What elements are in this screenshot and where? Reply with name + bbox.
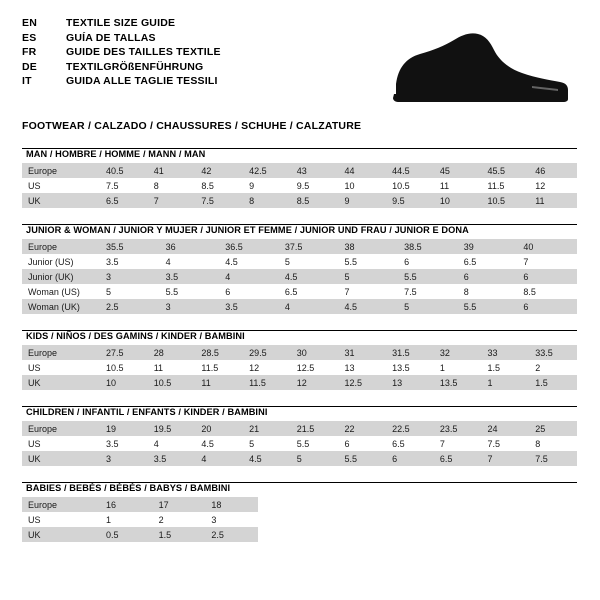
size-cell: 8.5 xyxy=(195,178,243,193)
size-cell: 3.5 xyxy=(100,436,148,451)
table-row xyxy=(22,239,577,254)
size-cell: 22.5 xyxy=(386,421,434,436)
size-cell: 10 xyxy=(100,375,148,390)
size-tables xyxy=(22,148,578,542)
language-titles xyxy=(22,16,221,89)
size-cell: 19 xyxy=(100,421,148,436)
size-cell: 5 xyxy=(291,451,339,466)
size-cell: 21 xyxy=(243,421,291,436)
row-label: Europe xyxy=(22,497,100,512)
size-cell: 7 xyxy=(517,254,577,269)
size-cell: 28.5 xyxy=(195,345,243,360)
size-cell: 3 xyxy=(160,299,220,314)
size-cell: 3.5 xyxy=(219,299,279,314)
row-label: Europe xyxy=(22,163,100,178)
size-cell: 7 xyxy=(482,451,530,466)
size-cell: 5.5 xyxy=(398,269,458,284)
table-row xyxy=(22,345,577,360)
size-cell: 6 xyxy=(517,269,577,284)
size-cell: 4 xyxy=(148,436,196,451)
table-row xyxy=(22,163,577,178)
group-heading: CHILDREN / INFANTIL / ENFANTS / KINDER / BAMBINI xyxy=(26,407,268,417)
table-row xyxy=(22,451,577,466)
size-cell: 1 xyxy=(434,360,482,375)
size-cell: 13 xyxy=(386,375,434,390)
size-cell: 10 xyxy=(338,178,386,193)
size-cell: 5.5 xyxy=(458,299,518,314)
language-title: TEXTILE SIZE GUIDE xyxy=(66,17,176,29)
size-cell: 6 xyxy=(219,284,279,299)
size-cell: 18 xyxy=(205,497,258,512)
size-cell: 6.5 xyxy=(386,436,434,451)
size-cell: 37.5 xyxy=(279,239,339,254)
size-cell: 13.5 xyxy=(434,375,482,390)
table-row xyxy=(22,193,577,208)
size-cell: 42 xyxy=(195,163,243,178)
size-cell: 1.5 xyxy=(529,375,577,390)
row-label: UK xyxy=(22,451,100,466)
size-cell: 25 xyxy=(529,421,577,436)
size-cell: 28 xyxy=(148,345,196,360)
size-cell: 1 xyxy=(100,512,153,527)
row-label: US xyxy=(22,178,100,193)
size-cell: 1.5 xyxy=(482,360,530,375)
size-cell: 12 xyxy=(529,178,577,193)
size-cell: 7.5 xyxy=(100,178,148,193)
table-row xyxy=(22,421,577,436)
document-header xyxy=(22,16,578,106)
language-title: GUIDE DES TAILLES TEXTILE xyxy=(66,46,221,58)
language-code: FR xyxy=(22,46,37,58)
size-cell: 6.5 xyxy=(434,451,482,466)
size-cell: 8.5 xyxy=(517,284,577,299)
size-cell: 12.5 xyxy=(338,375,386,390)
size-cell: 19.5 xyxy=(148,421,196,436)
size-cell: 6.5 xyxy=(279,284,339,299)
size-cell: 5.5 xyxy=(160,284,220,299)
size-cell: 13 xyxy=(338,360,386,375)
row-label: US xyxy=(22,360,100,375)
size-cell: 36.5 xyxy=(219,239,279,254)
size-cell: 21.5 xyxy=(291,421,339,436)
size-cell: 12 xyxy=(291,375,339,390)
row-label: US xyxy=(22,436,100,451)
size-cell: 4.5 xyxy=(279,269,339,284)
size-cell: 7 xyxy=(148,193,196,208)
size-cell: 4.5 xyxy=(339,299,399,314)
size-cell: 8 xyxy=(529,436,577,451)
size-cell: 6.5 xyxy=(458,254,518,269)
group-heading: KIDS / NIÑOS / DES GAMINS / KINDER / BAMBINI xyxy=(26,331,245,341)
table-row xyxy=(22,178,577,193)
row-label: Europe xyxy=(22,421,100,436)
size-cell: 3.5 xyxy=(100,254,160,269)
size-cell: 39 xyxy=(458,239,518,254)
size-cell: 4.5 xyxy=(243,451,291,466)
size-cell: 45 xyxy=(434,163,482,178)
size-cell: 31.5 xyxy=(386,345,434,360)
size-cell: 23.5 xyxy=(434,421,482,436)
size-cell: 7.5 xyxy=(195,193,243,208)
size-cell: 6 xyxy=(517,299,577,314)
size-cell: 9 xyxy=(243,178,291,193)
size-cell: 11 xyxy=(148,360,196,375)
size-cell: 8 xyxy=(243,193,291,208)
table-row xyxy=(22,269,577,284)
size-cell: 10.5 xyxy=(100,360,148,375)
size-table xyxy=(22,421,577,466)
row-label: Europe xyxy=(22,345,100,360)
size-cell: 33 xyxy=(482,345,530,360)
size-cell: 33.5 xyxy=(529,345,577,360)
size-cell: 11 xyxy=(434,178,482,193)
size-cell: 6 xyxy=(338,436,386,451)
size-cell: 4 xyxy=(195,451,243,466)
table-row xyxy=(22,360,577,375)
size-cell: 4 xyxy=(160,254,220,269)
size-cell: 5 xyxy=(243,436,291,451)
size-table xyxy=(22,163,577,208)
size-cell: 41 xyxy=(148,163,196,178)
table-row xyxy=(22,254,577,269)
size-cell: 4 xyxy=(219,269,279,284)
size-cell: 8 xyxy=(148,178,196,193)
size-cell: 4.5 xyxy=(219,254,279,269)
size-cell: 5.5 xyxy=(338,451,386,466)
size-cell: 9.5 xyxy=(291,178,339,193)
size-cell: 9 xyxy=(338,193,386,208)
table-row xyxy=(22,375,577,390)
size-cell: 27.5 xyxy=(100,345,148,360)
size-cell: 38.5 xyxy=(398,239,458,254)
size-cell: 5 xyxy=(339,269,399,284)
size-group xyxy=(22,330,578,390)
language-titles-body xyxy=(22,16,221,89)
size-cell: 11.5 xyxy=(482,178,530,193)
size-cell: 7.5 xyxy=(529,451,577,466)
table-row xyxy=(22,527,258,542)
size-cell: 10.5 xyxy=(482,193,530,208)
language-row xyxy=(22,31,221,46)
size-cell: 3 xyxy=(205,512,258,527)
size-cell: 6 xyxy=(398,254,458,269)
size-cell: 17 xyxy=(153,497,206,512)
size-cell: 2 xyxy=(529,360,577,375)
language-title: GUÍA DE TALLAS xyxy=(66,31,156,44)
table-row xyxy=(22,512,258,527)
language-code: IT xyxy=(22,75,32,87)
size-cell: 42.5 xyxy=(243,163,291,178)
dress-shoe-icon xyxy=(382,28,572,106)
size-cell: 2.5 xyxy=(100,299,160,314)
language-code: DE xyxy=(22,60,37,73)
table-row xyxy=(22,436,577,451)
size-cell: 38 xyxy=(339,239,399,254)
size-cell: 4.5 xyxy=(195,436,243,451)
size-cell: 44.5 xyxy=(386,163,434,178)
size-cell: 22 xyxy=(338,421,386,436)
size-cell: 12.5 xyxy=(291,360,339,375)
size-cell: 7 xyxy=(339,284,399,299)
size-cell: 10.5 xyxy=(386,178,434,193)
size-cell: 30 xyxy=(291,345,339,360)
row-label: UK xyxy=(22,193,100,208)
row-label: Junior (UK) xyxy=(22,269,100,284)
row-label: US xyxy=(22,512,100,527)
size-group xyxy=(22,224,578,314)
size-cell: 12 xyxy=(243,360,291,375)
size-cell: 20 xyxy=(195,421,243,436)
size-cell: 1 xyxy=(482,375,530,390)
size-group xyxy=(22,148,578,208)
size-cell: 32 xyxy=(434,345,482,360)
size-cell: 31 xyxy=(338,345,386,360)
size-cell: 35.5 xyxy=(100,239,160,254)
size-cell: 11.5 xyxy=(195,360,243,375)
size-cell: 45.5 xyxy=(482,163,530,178)
size-cell: 2.5 xyxy=(205,527,258,542)
size-table xyxy=(22,497,258,542)
size-cell: 40.5 xyxy=(100,163,148,178)
row-label: Woman (UK) xyxy=(22,299,100,314)
language-title: TEXTILGRÖßENFÜHRUNG xyxy=(66,60,204,73)
size-cell: 8.5 xyxy=(291,193,339,208)
size-cell: 3 xyxy=(100,269,160,284)
size-cell: 10 xyxy=(434,193,482,208)
size-cell: 11.5 xyxy=(243,375,291,390)
row-label: Woman (US) xyxy=(22,284,100,299)
language-row xyxy=(22,16,221,31)
language-code: EN xyxy=(22,17,37,29)
group-heading: MAN / HOMBRE / HOMME / MANN / MAN xyxy=(26,149,206,159)
size-table xyxy=(22,239,577,314)
row-label: Junior (US) xyxy=(22,254,100,269)
size-cell: 5 xyxy=(398,299,458,314)
size-cell: 7.5 xyxy=(482,436,530,451)
size-cell: 13.5 xyxy=(386,360,434,375)
row-label: UK xyxy=(22,527,100,542)
size-cell: 44 xyxy=(338,163,386,178)
size-cell: 0.5 xyxy=(100,527,153,542)
size-cell: 7.5 xyxy=(398,284,458,299)
size-group xyxy=(22,406,578,466)
size-cell: 7 xyxy=(434,436,482,451)
language-title: GUIDA ALLE TAGLIE TESSILI xyxy=(66,75,218,87)
group-heading: JUNIOR & WOMAN / JUNIOR Y MUJER / JUNIOR ET FEMME / JUNIOR UND FRAU / JUNIOR E DONA xyxy=(26,225,469,235)
table-row xyxy=(22,497,258,512)
size-cell: 10.5 xyxy=(148,375,196,390)
size-cell: 43 xyxy=(291,163,339,178)
size-cell: 6 xyxy=(386,451,434,466)
size-cell: 16 xyxy=(100,497,153,512)
size-cell: 24 xyxy=(482,421,530,436)
size-table xyxy=(22,345,577,390)
table-row xyxy=(22,299,577,314)
size-cell: 6.5 xyxy=(100,193,148,208)
language-row xyxy=(22,74,221,89)
size-cell: 3.5 xyxy=(160,269,220,284)
size-cell: 3.5 xyxy=(148,451,196,466)
size-cell: 11 xyxy=(195,375,243,390)
size-group xyxy=(22,482,578,542)
size-cell: 6 xyxy=(458,269,518,284)
size-cell: 46 xyxy=(529,163,577,178)
table-row xyxy=(22,284,577,299)
size-cell: 40 xyxy=(517,239,577,254)
size-cell: 5 xyxy=(279,254,339,269)
size-cell: 9.5 xyxy=(386,193,434,208)
size-cell: 5.5 xyxy=(291,436,339,451)
size-cell: 29.5 xyxy=(243,345,291,360)
size-cell: 8 xyxy=(458,284,518,299)
page-title: FOOTWEAR / CALZADO / CHAUSSURES / SCHUHE / CALZATURE xyxy=(22,120,362,132)
size-cell: 11 xyxy=(529,193,577,208)
size-cell: 2 xyxy=(153,512,206,527)
size-cell: 36 xyxy=(160,239,220,254)
group-heading: BABIES / BEBÉS / BÉBÉS / BABYS / BAMBINI xyxy=(26,483,231,493)
row-label: UK xyxy=(22,375,100,390)
language-code: ES xyxy=(22,31,37,44)
size-cell: 1.5 xyxy=(153,527,206,542)
language-row xyxy=(22,45,221,60)
language-row xyxy=(22,60,221,75)
size-cell: 3 xyxy=(100,451,148,466)
row-label: Europe xyxy=(22,239,100,254)
size-cell: 5 xyxy=(100,284,160,299)
size-cell: 5.5 xyxy=(339,254,399,269)
size-cell: 4 xyxy=(279,299,339,314)
